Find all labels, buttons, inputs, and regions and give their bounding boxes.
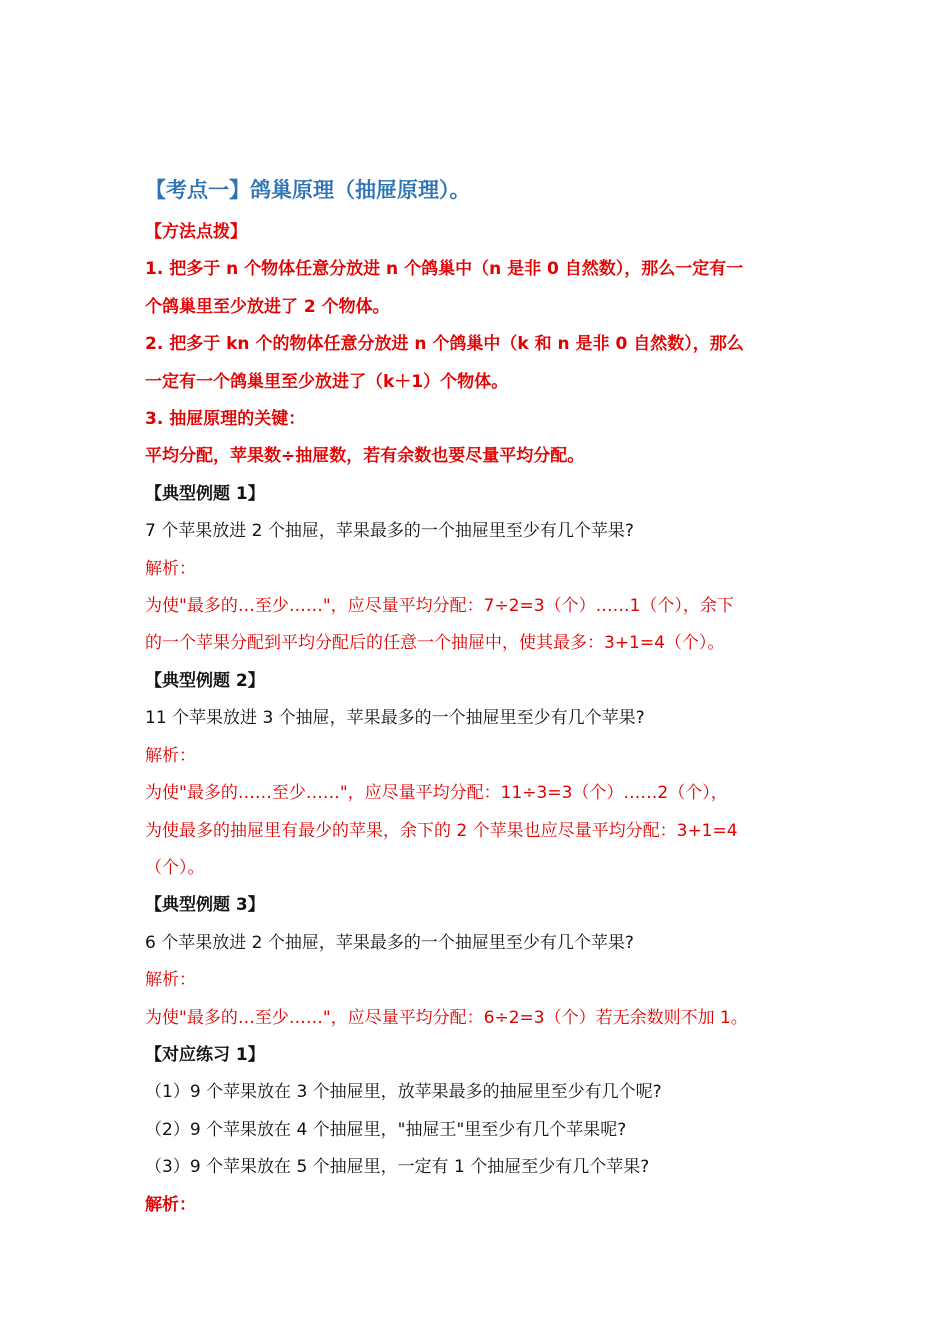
method-line-3: 2. 把多于 kn 个的物体任意分放进 n 个鸽巢中（k 和 n 是非 0 自然数），那么 — [145, 334, 744, 355]
practice-item-3: （3）9 个苹果放在 5 个抽屉里，一定有 1 个抽屉至少有几个苹果? — [145, 1157, 650, 1178]
example-3-analysis-label: 解析： — [145, 970, 196, 991]
practice-item-1: （1）9 个苹果放在 3 个抽屉里，放苹果最多的抽屉里至少有几个呢? — [145, 1082, 662, 1103]
example-2-analysis-label: 解析： — [145, 745, 196, 766]
example-2-answer-line-1: 为使"最多的……至少……"，应尽量平均分配：11÷3=3（个）……2（个）， — [145, 783, 728, 804]
example-2-answer-line-3: （个）。 — [145, 857, 205, 878]
example-3-answer-line-1: 为使"最多的…至少……"，应尽量平均分配：6÷2=3（个）若无余数则不加 1。 — [145, 1007, 748, 1028]
example-2-question: 11 个苹果放进 3 个抽屉，苹果最多的一个抽屉里至少有几个苹果? — [145, 708, 645, 729]
example-2-heading: 【典型例题 2】 — [145, 670, 265, 691]
method-heading: 【方法点拨】 — [145, 222, 247, 242]
document-content — [145, 168, 835, 1224]
method-line-4: 一定有一个鸽巢里至少放进了（k＋1）个物体。 — [145, 371, 509, 392]
practice-heading: 【对应练习 1】 — [145, 1044, 265, 1065]
method-line-2: 个鸽巢里至少放进了 2 个物体。 — [145, 296, 390, 317]
example-1-analysis-label: 解析： — [145, 558, 196, 579]
example-2-answer-line-2: 为使最多的抽屉里有最少的苹果，余下的 2 个苹果也应尽量平均分配：3+1=4 — [145, 820, 738, 841]
example-1-answer-line-2: 的一个苹果分配到平均分配后的任意一个抽屉中，使其最多：3+1=4（个）。 — [145, 633, 725, 654]
method-line-5: 3. 抽屉原理的关键： — [145, 409, 306, 430]
practice-item-2: （2）9 个苹果放在 4 个抽屉里，"抽屉王"里至少有几个苹果呢? — [145, 1119, 627, 1140]
method-line-6: 平均分配，苹果数÷抽屉数，若有余数也要尽量平均分配。 — [145, 446, 585, 467]
example-1-answer-line-1: 为使"最多的…至少……"，应尽量平均分配：7÷2=3（个）……1（个），余下 — [145, 596, 734, 617]
practice-analysis-label: 解析： — [145, 1194, 196, 1215]
section-title: 【考点一】鸽巢原理（抽屉原理）。 — [145, 178, 471, 202]
method-line-1: 1. 把多于 n 个物体任意分放进 n 个鸽巢中（n 是非 0 自然数），那么一定有一 — [145, 259, 744, 280]
example-3-question: 6 个苹果放进 2 个抽屉，苹果最多的一个抽屉里至少有几个苹果? — [145, 932, 634, 953]
example-3-heading: 【典型例题 3】 — [145, 895, 265, 916]
example-1-heading: 【典型例题 1】 — [145, 483, 265, 504]
example-1-question: 7 个苹果放进 2 个抽屉，苹果最多的一个抽屉里至少有几个苹果? — [145, 521, 634, 542]
